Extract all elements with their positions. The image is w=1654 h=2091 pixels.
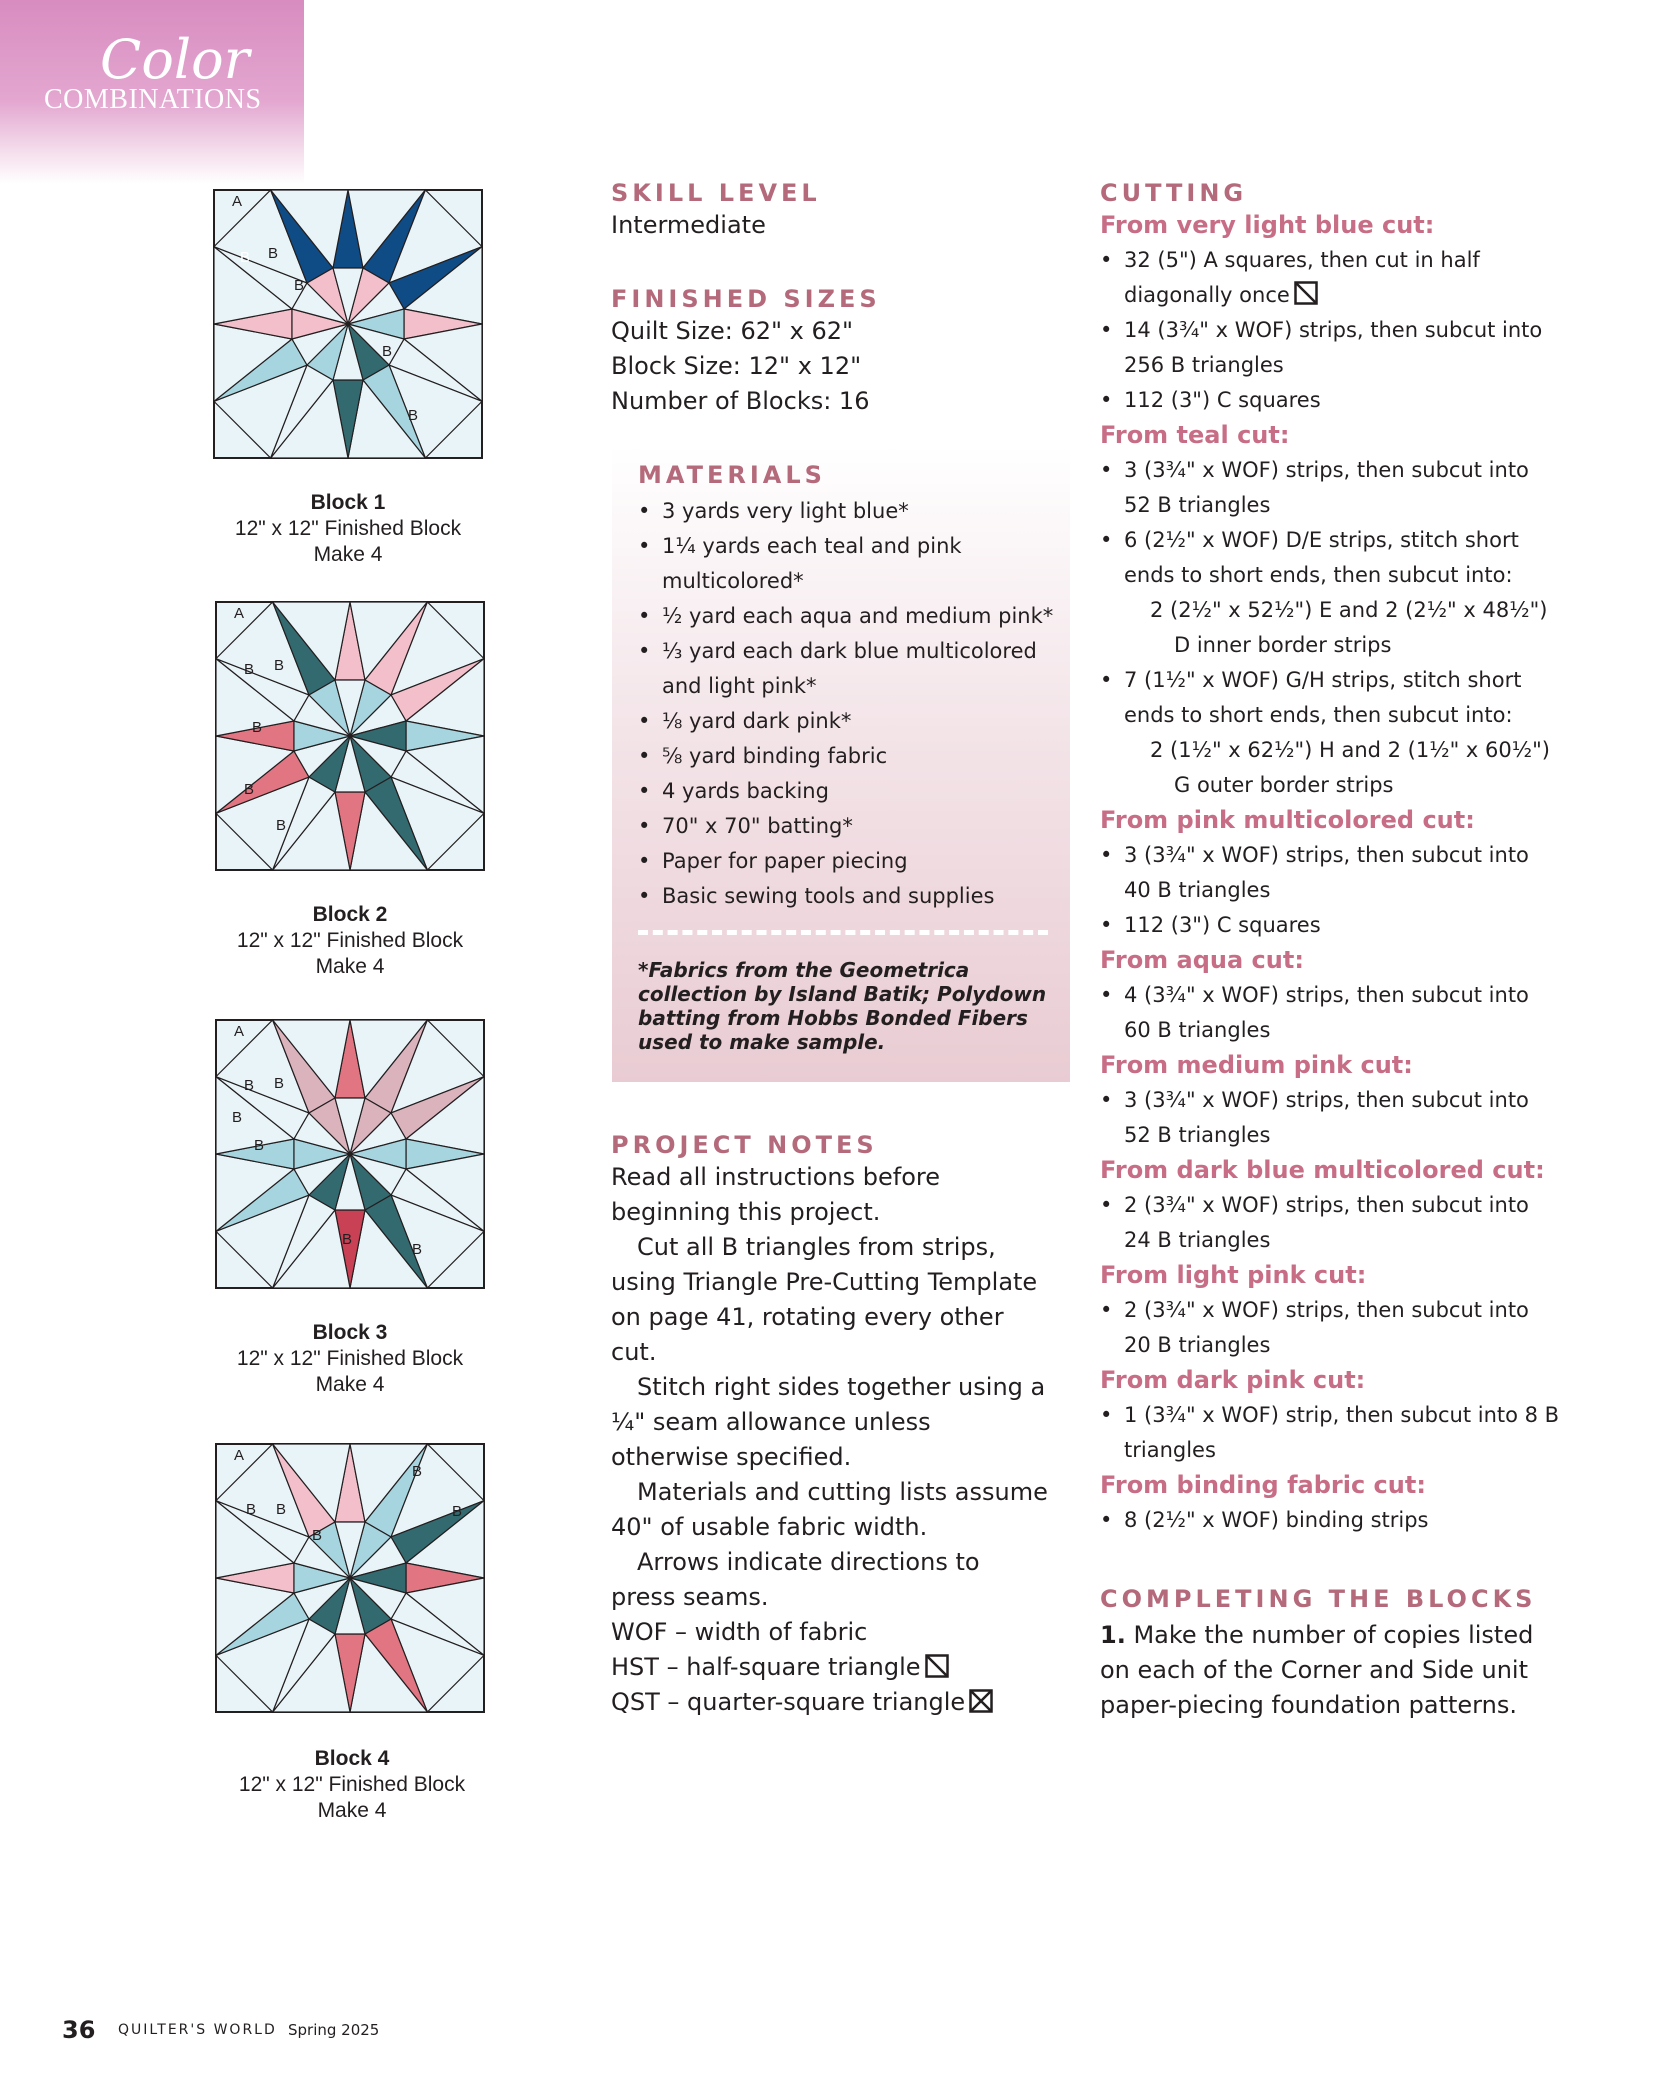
block-piece-label: B <box>254 1137 265 1154</box>
cutting-item: • 8 (2½" x WOF) binding strips <box>1100 1503 1560 1538</box>
cutting-item-text: 32 (5") A squares, then cut in half diagonally once <box>1124 248 1480 307</box>
cutting-subitem: G outer border strips <box>1174 773 1394 797</box>
cutting-group-title: From very light blue cut: <box>1100 211 1435 239</box>
completing-section <box>1100 1584 1560 1723</box>
cutting-item: • 112 (3") C squares <box>1100 383 1560 418</box>
finished-sizes-heading: FINISHED SIZES <box>611 285 881 313</box>
project-notes-heading: PROJECT NOTES <box>611 1131 878 1159</box>
step-text: Make the number of copies listed on each of the Corner and Side unit paper-piecing foundation patterns. <box>1100 1621 1534 1719</box>
issue-date: Spring 2025 <box>288 2021 380 2039</box>
cutting-subitem: 2 (2½" x 52½") E and 2 (2½" x 48½") <box>1150 598 1548 622</box>
cutting-item: • 3 (3¾" x WOF) strips, then subcut into 40 B triangles <box>1100 838 1560 908</box>
materials-item: • Basic sewing tools and supplies <box>638 879 1058 914</box>
block-piece-label: B <box>312 1527 323 1544</box>
hst-text: HST – half-square triangle <box>611 1653 921 1681</box>
block-piece-label: B <box>268 245 279 262</box>
block-piece-label: A <box>234 605 245 622</box>
materials-item: • ⅛ yard dark pink* <box>638 704 1058 739</box>
materials-divider <box>638 930 1048 935</box>
block-piece-label: B <box>246 1501 257 1518</box>
block-4-diagram <box>212 1440 488 1716</box>
block-title: Block 4 <box>314 1747 390 1770</box>
block-4-caption <box>222 1746 482 1824</box>
finished-sizes-section <box>611 284 1051 419</box>
block-size: Block Size: 12" x 12" <box>611 352 862 380</box>
skill-level-value: Intermediate <box>611 211 766 239</box>
block-piece-label: B <box>252 719 263 736</box>
cutting-item: • 2 (3¾" x WOF) strips, then subcut into 24 B triangles <box>1100 1188 1560 1258</box>
block-piece-label: B <box>244 661 255 678</box>
block-piece-label: B <box>382 343 393 360</box>
header-script-text: Color <box>100 28 250 91</box>
note-paragraph: Materials and cutting lists assume 40" of usable fabric width. <box>611 1478 1048 1541</box>
block-piece-label: B <box>408 407 419 424</box>
project-notes-section <box>611 1130 1051 1720</box>
completing-step-1 <box>1100 1618 1560 1723</box>
cutting-item: • 4 (3¾" x WOF) strips, then subcut into 60 B triangles <box>1100 978 1560 1048</box>
cutting-item: • 7 (1½" x WOF) G/H strips, stitch short ends to short ends, then subcut into: <box>1100 663 1560 733</box>
page-number: 36 <box>62 2016 96 2044</box>
note-paragraph: Read all instructions before beginning this project. <box>611 1163 941 1226</box>
block-piece-label: B <box>412 1463 423 1480</box>
cutting-group-title: From binding fabric cut: <box>1100 1471 1426 1499</box>
cutting-group-title: From dark blue multicolored cut: <box>1100 1156 1545 1184</box>
block-3-diagram <box>212 1016 488 1292</box>
materials-section <box>638 460 1058 914</box>
block-title: Block 2 <box>312 903 388 926</box>
half-square-triangle-icon <box>1294 281 1318 305</box>
block-piece-label: A <box>234 1447 245 1464</box>
half-square-triangle-icon <box>925 1654 949 1678</box>
block-1-diagram <box>210 186 486 462</box>
cutting-item: • 3 (3¾" x WOF) strips, then subcut into 52 B triangles <box>1100 453 1560 523</box>
skill-level-heading: SKILL LEVEL <box>611 179 821 207</box>
cutting-group-title: From medium pink cut: <box>1100 1051 1413 1079</box>
block-piece-label: B <box>412 1241 423 1258</box>
cutting-item: • 3 (3¾" x WOF) strips, then subcut into 52 B triangles <box>1100 1083 1560 1153</box>
cutting-section <box>1100 178 1560 1538</box>
block-2-diagram <box>212 598 488 874</box>
block-piece-label: B <box>240 249 251 266</box>
block-piece-label: B <box>244 781 255 798</box>
block-make: Make 4 <box>317 1799 387 1822</box>
step-number: 1. <box>1100 1621 1126 1649</box>
block-make: Make 4 <box>315 955 385 978</box>
block-piece-label: A <box>234 1023 245 1040</box>
materials-item: • ⅝ yard binding fabric <box>638 739 1058 774</box>
cutting-item: • 2 (3¾" x WOF) strips, then subcut into 20 B triangles <box>1100 1293 1560 1363</box>
materials-item: • 70" x 70" batting* <box>638 809 1058 844</box>
block-size: 12" x 12" Finished Block <box>234 517 462 540</box>
cutting-item: • 6 (2½" x WOF) D/E strips, stitch short ends to short ends, then subcut into: <box>1100 523 1560 593</box>
block-piece-label: B <box>342 1231 353 1248</box>
cutting-subitem: D inner border strips <box>1174 633 1392 657</box>
block-1-caption <box>218 490 478 568</box>
block-piece-label: B <box>274 657 285 674</box>
note-paragraph: Arrows indicate directions to press seams. <box>611 1548 980 1611</box>
block-size: 12" x 12" Finished Block <box>236 1347 464 1370</box>
block-piece-label: B <box>294 277 305 294</box>
block-title: Block 1 <box>310 491 386 514</box>
cutting-item <box>1100 243 1560 313</box>
block-size: 12" x 12" Finished Block <box>236 929 464 952</box>
block-title: Block 3 <box>312 1321 388 1344</box>
cutting-heading: CUTTING <box>1100 179 1248 207</box>
completing-heading: COMPLETING THE BLOCKS <box>1100 1585 1537 1613</box>
block-make: Make 4 <box>313 543 383 566</box>
quilt-size: Quilt Size: 62" x 62" <box>611 317 854 345</box>
cutting-group-title: From teal cut: <box>1100 421 1290 449</box>
block-size: 12" x 12" Finished Block <box>238 1773 466 1796</box>
cutting-item: • 112 (3") C squares <box>1100 908 1560 943</box>
skill-level-section <box>611 178 1051 243</box>
block-piece-label: A <box>232 193 243 210</box>
cutting-group-title: From dark pink cut: <box>1100 1366 1366 1394</box>
block-piece-label: B <box>232 1109 243 1126</box>
block-3-caption <box>220 1320 480 1398</box>
block-piece-label: B <box>276 817 287 834</box>
cutting-subitem: 2 (1½" x 62½") H and 2 (1½" x 60½") <box>1150 738 1550 762</box>
materials-item: • 4 yards backing <box>638 774 1058 809</box>
block-piece-label: B <box>244 1077 255 1094</box>
block-make: Make 4 <box>315 1373 385 1396</box>
note-paragraph: Cut all B triangles from strips, using Triangle Pre-Cutting Template on page 41, rotating every other cut. <box>611 1233 1038 1366</box>
cutting-item: • 14 (3¾" x WOF) strips, then subcut into 256 B triangles <box>1100 313 1560 383</box>
qst-definition <box>611 1685 1051 1720</box>
materials-item: • Paper for paper piecing <box>638 844 1058 879</box>
number-of-blocks: Number of Blocks: 16 <box>611 387 870 415</box>
cutting-group-title: From light pink cut: <box>1100 1261 1367 1289</box>
materials-footnote: *Fabrics from the Geometrica collection by Island Batik; Polydown batting from Hobbs Bonded Fibers used to make sample. <box>638 958 1047 1054</box>
block-piece-label: B <box>274 1075 285 1092</box>
materials-item: • ½ yard each aqua and medium pink* <box>638 599 1058 634</box>
materials-item: • ⅓ yard each dark blue multicolored and light pink* <box>638 634 1058 704</box>
note-paragraph: Stitch right sides together using a ¼" seam allowance unless otherwise specified. <box>611 1373 1046 1471</box>
block-piece-label: B <box>276 1501 287 1518</box>
header-caps-text: COMBINATIONS <box>44 84 262 115</box>
block-piece-label: B <box>452 1503 463 1520</box>
wof-definition: WOF – width of fabric <box>611 1618 868 1646</box>
qst-text: QST – quarter-square triangle <box>611 1688 966 1716</box>
materials-item: • 1¼ yards each teal and pink multicolored* <box>638 529 1058 599</box>
magazine-name: QUILTER'S WORLD <box>118 2022 277 2038</box>
cutting-item: • 1 (3¾" x WOF) strip, then subcut into 8 B triangles <box>1100 1398 1560 1468</box>
cutting-group-title: From pink multicolored cut: <box>1100 806 1475 834</box>
materials-heading: MATERIALS <box>638 461 826 489</box>
block-2-caption <box>220 902 480 980</box>
quarter-square-triangle-icon <box>969 1689 993 1713</box>
hst-definition <box>611 1650 1051 1685</box>
cutting-group-title: From aqua cut: <box>1100 946 1304 974</box>
materials-item: • 3 yards very light blue* <box>638 494 1058 529</box>
